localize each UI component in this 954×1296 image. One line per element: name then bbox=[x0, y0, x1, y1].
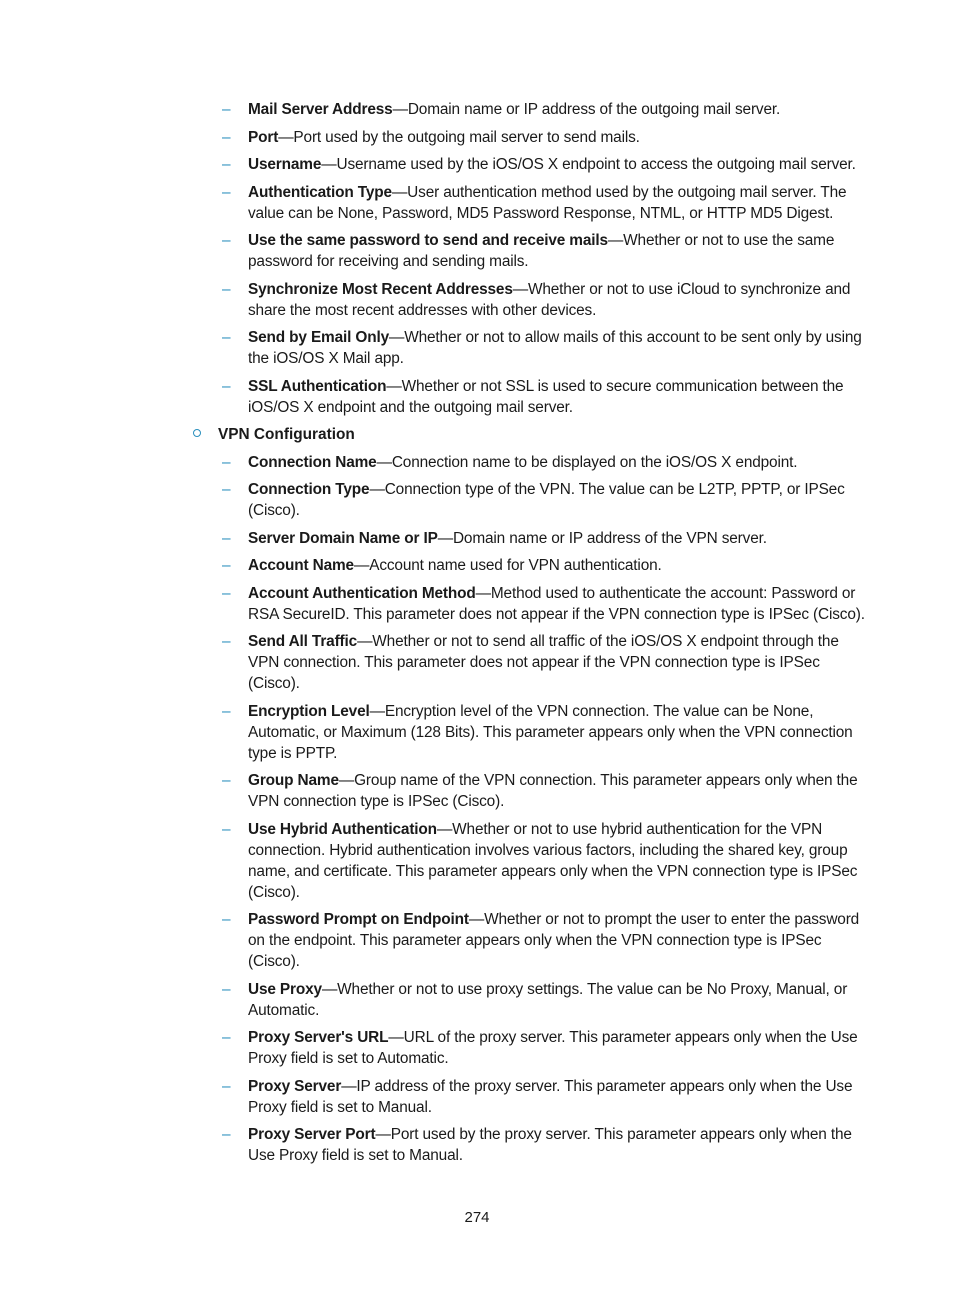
list-item bbox=[222, 528, 866, 549]
description: —Group name of the VPN connection. This parameter appears only when the VPN connection type is IPSec (Cisco). bbox=[248, 772, 858, 810]
description: —Whether or not to send all traffic of the iOS/OS X endpoint through the VPN connection. This parameter does not appear if the VPN connection type is IPSec (Cisco). bbox=[248, 633, 839, 692]
list-item bbox=[222, 452, 866, 473]
term: Send All Traffic bbox=[248, 633, 358, 650]
term: Username bbox=[248, 156, 322, 173]
vpn-configuration-heading bbox=[218, 424, 858, 445]
list-item bbox=[222, 1027, 866, 1069]
list-item bbox=[222, 701, 866, 764]
dash-bullet-icon: – bbox=[222, 772, 231, 789]
description: —Username used by the iOS/OS X endpoint to access the outgoing mail server. bbox=[321, 156, 856, 173]
description: —Encryption level of the VPN connection. The value can be None, Automatic, or Maximum (128 Bits). This parameter appears only when the VPN connection type is PPTP. bbox=[248, 702, 853, 762]
term: SSL Authentication bbox=[248, 377, 387, 395]
subhead-label: VPN Configuration bbox=[218, 426, 355, 443]
list-item bbox=[222, 979, 866, 1021]
dash-bullet-icon: – bbox=[222, 183, 231, 201]
page-number: 274 bbox=[464, 1209, 490, 1226]
list-item bbox=[222, 631, 866, 694]
dash-bullet-icon: – bbox=[222, 820, 231, 838]
term: Group Name bbox=[248, 772, 339, 789]
list-item bbox=[222, 376, 866, 418]
dash-bullet-icon: – bbox=[222, 329, 231, 346]
description: —Whether or not to use the same password for receiving and sending mails. bbox=[248, 232, 835, 270]
list-item bbox=[222, 279, 866, 321]
term: Proxy Server's URL bbox=[248, 1029, 389, 1046]
description: —Whether or not to use iCloud to synchronize and share the most recent addresses with other devices. bbox=[248, 280, 851, 319]
list-item bbox=[222, 154, 866, 175]
description: —Domain name or IP address of the outgoing mail server. bbox=[392, 101, 781, 118]
description: —Domain name or IP address of the VPN server. bbox=[437, 529, 767, 547]
description: —Connection name to be displayed on the iOS/OS X endpoint. bbox=[376, 453, 798, 471]
description: —Whether or not SSL is used to secure communication between the iOS/OS X endpoint and the outgoing mail server. bbox=[248, 377, 844, 416]
description: —Connection type of the VPN. The value can be L2TP, PPTP, or IPSec (Cisco). bbox=[248, 481, 845, 519]
dash-bullet-icon: – bbox=[222, 1077, 231, 1095]
dash-bullet-icon: – bbox=[222, 453, 231, 471]
dash-bullet-icon: – bbox=[222, 1029, 231, 1046]
list-item bbox=[222, 327, 866, 369]
term: Use Proxy bbox=[248, 980, 322, 998]
list-item bbox=[222, 182, 866, 224]
dash-bullet-icon: – bbox=[222, 377, 231, 395]
dash-bullet-icon: – bbox=[222, 702, 231, 720]
term: Port bbox=[248, 128, 279, 146]
dash-bullet-icon: – bbox=[222, 280, 231, 298]
description: —Whether or not to allow mails of this account to be sent only by using the iOS/OS X Mail app. bbox=[248, 329, 862, 367]
list-item bbox=[222, 1076, 866, 1118]
dash-bullet-icon: – bbox=[222, 128, 231, 146]
list-item bbox=[222, 819, 866, 903]
dash-bullet-icon: – bbox=[222, 481, 231, 498]
term: Send by Email Only bbox=[248, 329, 389, 346]
dash-bullet-icon: – bbox=[222, 911, 231, 928]
list-item bbox=[222, 555, 866, 576]
term: Synchronize Most Recent Addresses bbox=[248, 280, 513, 298]
list-item bbox=[222, 127, 866, 148]
term: Use Hybrid Authentication bbox=[248, 820, 437, 838]
list-item bbox=[222, 770, 866, 812]
list-item bbox=[222, 583, 866, 625]
list-item bbox=[222, 99, 866, 120]
dash-bullet-icon: – bbox=[222, 101, 231, 118]
dash-bullet-icon: – bbox=[222, 557, 231, 574]
description: —Method used to authenticate the account: Password or RSA SecureID. This parameter does not appear if the VPN connection type is IPSec (Cisco). bbox=[248, 584, 865, 623]
description: —Whether or not to prompt the user to enter the password on the endpoint. This parameter appears only when the VPN connection type is IPSec (Cisco). bbox=[248, 911, 860, 970]
list-item bbox=[222, 1124, 866, 1166]
dash-bullet-icon: – bbox=[222, 980, 231, 998]
description: —Port used by the outgoing mail server to send mails. bbox=[278, 128, 640, 146]
dash-bullet-icon: – bbox=[222, 529, 231, 547]
dash-bullet-icon: – bbox=[222, 633, 231, 650]
term: Authentication Type bbox=[248, 183, 392, 201]
circle-bullet-icon bbox=[193, 429, 201, 437]
description: —Port used by the proxy server. This parameter appears only when the Use Proxy field is set to Manual. bbox=[248, 1126, 852, 1164]
term: Password Prompt on Endpoint bbox=[248, 911, 469, 928]
term: Mail Server Address bbox=[248, 101, 393, 118]
dash-bullet-icon: – bbox=[222, 156, 231, 173]
term: Account Name bbox=[248, 557, 354, 574]
term: Connection Type bbox=[248, 481, 370, 498]
dash-bullet-icon: – bbox=[222, 1126, 231, 1143]
list-item bbox=[222, 230, 866, 272]
term: Proxy Server Port bbox=[248, 1126, 376, 1143]
description: —Account name used for VPN authentication. bbox=[353, 557, 662, 574]
dash-bullet-icon: – bbox=[222, 232, 231, 249]
list-item bbox=[222, 479, 866, 521]
term: Use the same password to send and receive mails bbox=[248, 232, 608, 249]
dash-bullet-icon: – bbox=[222, 584, 231, 602]
term: Server Domain Name or IP bbox=[248, 529, 438, 547]
description: —User authentication method used by the outgoing mail server. The value can be None, Password, MD5 Password Response, NTML, or HTTP MD5 Digest. bbox=[248, 183, 847, 222]
term: Encryption Level bbox=[248, 702, 370, 720]
description: —Whether or not to use proxy settings. The value can be No Proxy, Manual, or Automatic. bbox=[248, 980, 848, 1019]
description: —Whether or not to use hybrid authentication for the VPN connection. Hybrid authentication involves various factors, including the shared key, group name, and certificate. This parameter appears only when the VPN connection type is IPSec (Cisco). bbox=[248, 820, 858, 901]
description: —IP address of the proxy server. This parameter appears only when the Use Proxy field is set to Manual. bbox=[248, 1077, 853, 1116]
term: Proxy Server bbox=[248, 1077, 342, 1095]
term: Account Authentication Method bbox=[248, 584, 476, 602]
term: Connection Name bbox=[248, 453, 377, 471]
description: —URL of the proxy server. This parameter appears only when the Use Proxy field is set to Automatic. bbox=[248, 1029, 858, 1067]
parameter-list bbox=[0, 99, 954, 1173]
list-item bbox=[222, 909, 866, 972]
